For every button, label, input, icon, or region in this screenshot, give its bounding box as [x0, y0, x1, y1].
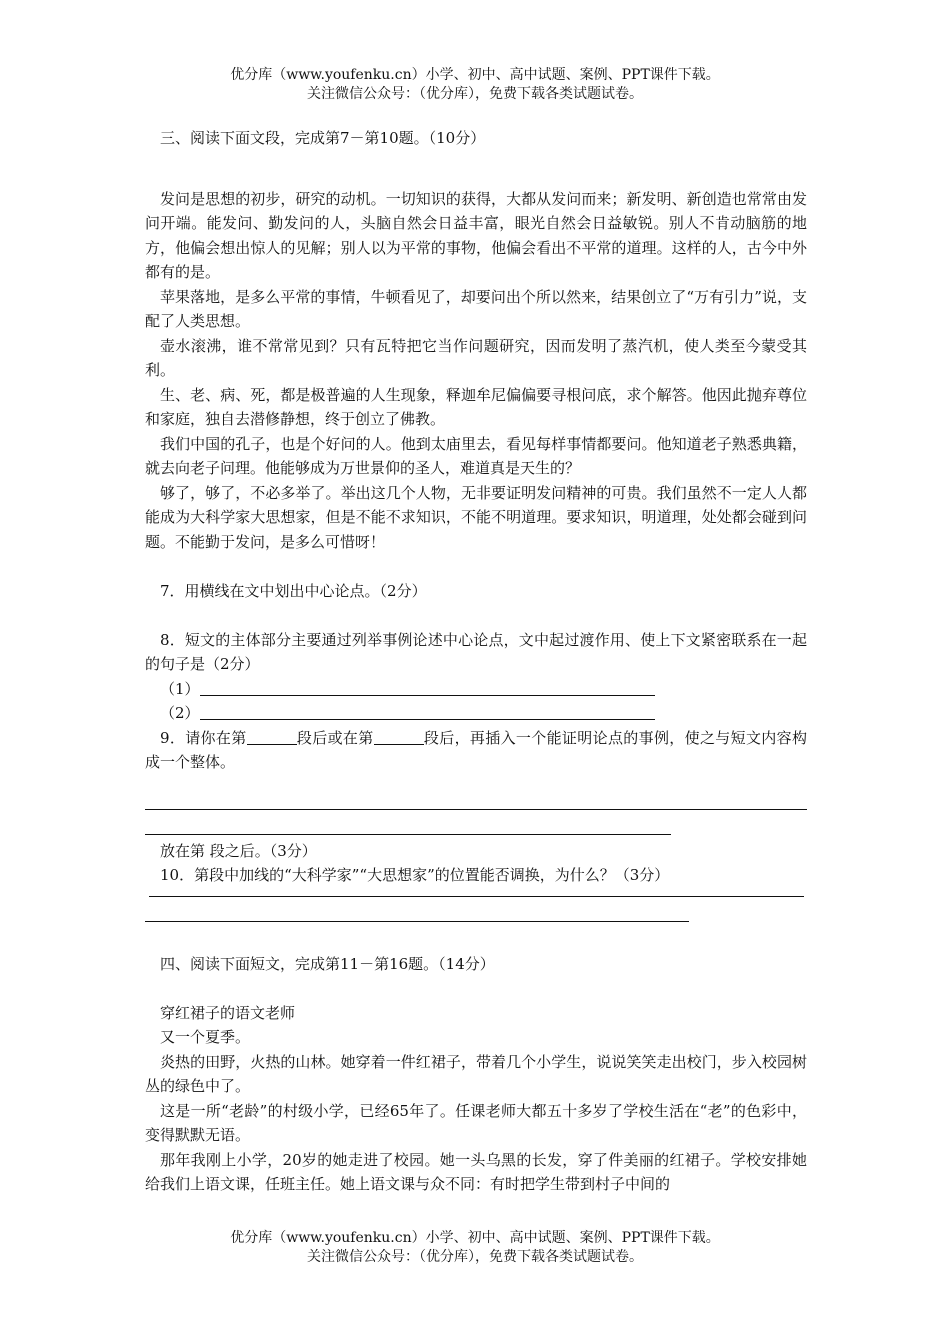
header-line-1: 优分库（www.youfenku.cn）小学、初中、高中试题、案例、PPT课件下载。 — [230, 67, 720, 83]
page-header — [0, 66, 950, 104]
passage-paragraph: 我们中国的孔子，也是个好问的人。他到太庙里去，看见每样事情都要问。他知道老子熟悉典籍，就去向老子问理。他能够成为万世景仰的圣人，难道真是天生的？ — [145, 434, 807, 477]
question-7: 7．用横线在文中划出中心论点。（2分） — [160, 581, 427, 600]
answer-blank-1[interactable] — [200, 679, 655, 696]
passage-paragraph: 壶水滚沸，谁不常常见到？只有瓦特把它当作问题研究，因而发明了蒸汽机，使人类至今蒙受其利。 — [145, 336, 807, 379]
story-paragraph: 这是一所“老龄”的村级小学，已经65年了。任课老师大都五十多岁了学校生活在“老”的色彩中，变得默默无语。 — [145, 1101, 807, 1144]
header-line-2: 关注微信公众号：（优分库），免费下载各类试题试卷。 — [307, 86, 643, 102]
paragraph-number-blank-2[interactable] — [374, 728, 424, 745]
question-10: 10．第段中加线的“大科学家”“大思想家”的位置能否调换，为什么？（3分） — [160, 866, 670, 884]
story-title: 穿红裙子的语文老师 — [160, 1003, 296, 1022]
answer-blank-2[interactable] — [200, 703, 655, 720]
passage-paragraph: 发问是思想的初步，研究的动机。一切知识的获得，大都从发问而来；新发明、新创造也常常由发问开端。能发问、勤发问的人，头脑自然会日益丰富，眼光自然会日益敏锐。别人不肯动脑筋的地方，他偏会想出惊人的见解；别人以为平常的事物，他偏会看出不平常的道理。这样的人，古今中外都有的是。 — [145, 189, 807, 281]
question-9-part-c: 段后，再插入一个能证明论点的事例，使之与短文内容构成一个整体。 — [145, 728, 807, 771]
passage-paragraph: 苹果落地，是多么平常的事情，牛顿看见了，却要问出个所以然来，结果创立了“万有引力”说，支配了人类思想。 — [145, 287, 807, 330]
section-3-title: 三、阅读下面文段，完成第7－第10题。（10分） — [160, 129, 486, 147]
question-9-placement: 放在第 段之后。（3分） — [160, 841, 317, 860]
footer-line-1: 优分库（www.youfenku.cn）小学、初中、高中试题、案例、PPT课件下载。 — [230, 1230, 720, 1246]
question-9 — [145, 726, 807, 775]
story-paragraph: 炎热的田野，火热的山林。她穿着一件红裙子，带着几个小学生，说说笑笑走出校门，步入校园树丛的绿色中了。 — [145, 1052, 807, 1095]
passage-paragraph: 生、老、病、死，都是极普遍的人生现象，释迦牟尼偏偏要寻根问底，求个解答。他因此抛弃尊位和家庭，独自去潜修静想，终于创立了佛教。 — [145, 385, 807, 428]
footer-line-2: 关注微信公众号：（优分库），免费下载各类试题试卷。 — [307, 1249, 643, 1265]
question-9-part-a: 9．请你在第 — [160, 728, 247, 747]
question-8: 8．短文的主体部分主要通过列举事例论述中心论点，文中起过渡作用、使上下文紧密联系在一起的句子是（2分） — [145, 630, 807, 673]
section-4-title: 四、阅读下面短文，完成第11－第16题。（14分） — [160, 954, 495, 973]
story-paragraph: 那年我刚上小学，20岁的她走进了校园。她一头乌黑的长发，穿了件美丽的红裙子。学校安排她给我们上语文课，任班主任。她上语文课与众不同：有时把学生带到村子中间的 — [145, 1150, 807, 1193]
item-1-label: （1） — [160, 679, 200, 698]
passage-paragraph: 够了，够了，不必多举了。举出这几个人物，无非要证明发问精神的可贵。我们虽然不一定人人都能成为大科学家大思想家，但是不能不求知识，不能不明道理。要求知识，明道理，处处都会碰到问题。不能勤于发问，是多么可惜呀！ — [145, 483, 807, 551]
page-footer — [0, 1229, 950, 1267]
question-9-part-b: 段后或在第 — [296, 728, 374, 747]
paragraph-number-blank-1[interactable] — [247, 728, 297, 745]
story-paragraph: 又一个夏季。 — [160, 1028, 251, 1046]
question-8-item-2 — [145, 701, 807, 726]
document-body — [145, 126, 807, 1197]
question-8-item-1 — [145, 677, 807, 702]
item-2-label: （2） — [160, 704, 200, 722]
